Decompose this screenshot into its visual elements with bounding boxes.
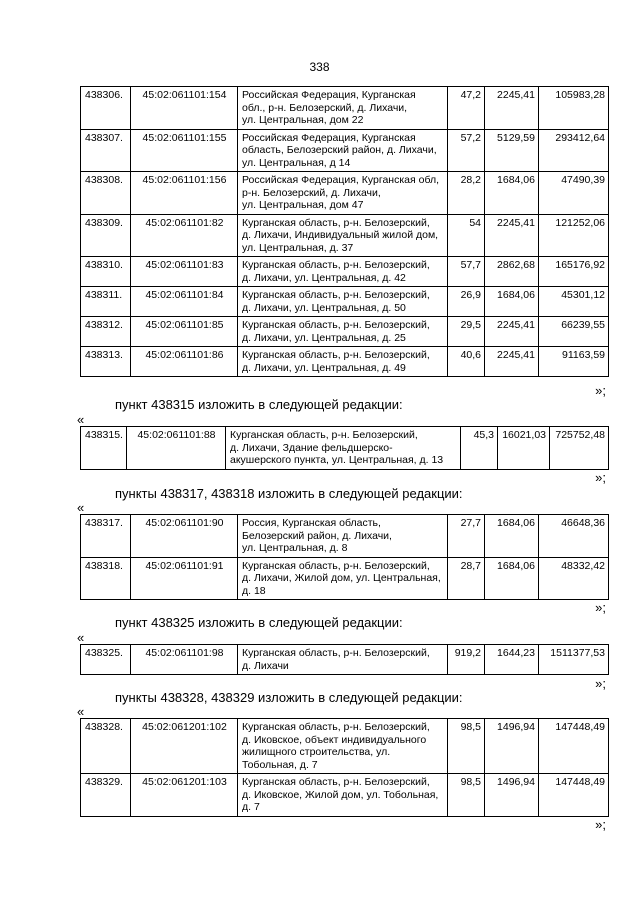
- address-line: Курганская область, р-н. Белозерский,: [242, 776, 430, 788]
- cadastral-value: 147448,49: [539, 774, 609, 817]
- address: [238, 87, 448, 130]
- table-row: [81, 317, 609, 347]
- item-number: 438317.: [81, 515, 131, 558]
- closing-quote: »;: [595, 470, 606, 485]
- address: [238, 719, 448, 774]
- area: 54: [448, 214, 485, 257]
- cadastral-number: 45:02:061101:83: [131, 257, 238, 287]
- cadastral-value: 293412,64: [539, 129, 609, 172]
- item-number: 438311.: [81, 287, 131, 317]
- address-line: область, Белозерский район, д. Лихачи,: [242, 144, 437, 156]
- area: 98,5: [448, 719, 485, 774]
- address-line: р-н. Белозерский, д. Лихачи,: [242, 186, 381, 199]
- table-row: [81, 129, 609, 172]
- address-line: ул. Центральная, дом 22: [242, 114, 364, 126]
- address-line: Курганская область, р-н. Белозерский,: [242, 559, 430, 572]
- table-row: [81, 214, 609, 257]
- table-row: [81, 774, 609, 817]
- opening-quote: «: [77, 630, 85, 645]
- address-line: д. Лихачи, ул. Центральная, д. 25: [242, 331, 406, 344]
- cadastral-number: 45:02:061101:156: [131, 172, 238, 215]
- closing-quote: »;: [595, 383, 606, 398]
- table-row: [81, 515, 609, 558]
- cadastral-value: 121252,06: [539, 214, 609, 257]
- cadastral-number: 45:02:061101:85: [131, 317, 238, 347]
- amendment-instruction: пункты 438328, 438329 изложить в следующей редакции:: [115, 690, 463, 705]
- item-number: 438313.: [81, 347, 131, 377]
- unit-price: 1496,94: [485, 719, 539, 774]
- cadastral-number: 45:02:061201:102: [131, 719, 238, 774]
- unit-price: 1684,06: [485, 557, 539, 600]
- item-number: 438312.: [81, 317, 131, 347]
- item-number: 438307.: [81, 129, 131, 172]
- cadastral-number: 45:02:061101:88: [127, 427, 226, 470]
- area: 919,2: [448, 645, 485, 675]
- address-line: Курганская область, р-н. Белозерский,: [242, 289, 430, 301]
- address-line: Российская Федерация, Курганская обл,: [242, 174, 440, 186]
- address-line: д. Лихачи, Здание фельдшерско-: [230, 441, 393, 454]
- table-row: [81, 347, 609, 377]
- address-line: Курганская область, р-н. Белозерский,: [242, 216, 430, 229]
- cadastral-number: 45:02:061101:98: [131, 645, 238, 675]
- cadastral-number: 45:02:061101:84: [131, 287, 238, 317]
- area: 98,5: [448, 774, 485, 817]
- address: [238, 214, 448, 257]
- item-number: 438308.: [81, 172, 131, 215]
- table-row: [81, 557, 609, 600]
- amendment-instruction: пункт 438315 изложить в следующей редакции:: [115, 397, 403, 412]
- address-line: ул. Центральная, д. 8: [242, 542, 348, 554]
- table-row: [81, 87, 609, 130]
- address-line: д. Лихачи, ул. Центральная, д. 42: [242, 271, 406, 284]
- address: [238, 347, 448, 377]
- cadastral-number: 45:02:061101:155: [131, 129, 238, 172]
- unit-price: 5129,59: [485, 129, 539, 172]
- table-row: [81, 427, 609, 470]
- closing-quote: »;: [595, 676, 606, 691]
- cadastral-number: 45:02:061101:154: [131, 87, 238, 130]
- cadastral-value: 725752,48: [550, 427, 609, 470]
- address-line: Белозерский район, д. Лихачи,: [242, 529, 392, 542]
- table-row: [81, 645, 609, 675]
- page-number: 338: [309, 60, 330, 74]
- item-number: 438309.: [81, 214, 131, 257]
- area: 40,6: [448, 347, 485, 377]
- cadastral-number: 45:02:061101:86: [131, 347, 238, 377]
- cadastral-number: 45:02:061101:82: [131, 214, 238, 257]
- address: [226, 427, 461, 470]
- item-number: 438329.: [81, 774, 131, 817]
- table-row: [81, 287, 609, 317]
- address-line: жилищного строительства, ул.: [242, 746, 391, 758]
- address: [238, 557, 448, 600]
- table-row: [81, 257, 609, 287]
- address-line: д. Лихачи: [242, 659, 289, 672]
- address-line: Российская Федерация, Курганская: [242, 131, 416, 144]
- address-line: обл., р-н. Белозерский, д. Лихачи,: [242, 101, 408, 114]
- cadastral-number: 45:02:061201:103: [131, 774, 238, 817]
- opening-quote: «: [77, 500, 85, 515]
- unit-price: 1496,94: [485, 774, 539, 817]
- property-table: [80, 86, 609, 377]
- area: 29,5: [448, 317, 485, 347]
- area: 26,9: [448, 287, 485, 317]
- address: [238, 172, 448, 215]
- cadastral-value: 147448,49: [539, 719, 609, 774]
- opening-quote: «: [77, 704, 85, 719]
- cadastral-value: 165176,92: [539, 257, 609, 287]
- address-line: Российская Федерация, Курганская: [242, 89, 416, 101]
- item-number: 438318.: [81, 557, 131, 600]
- area: 28,7: [448, 557, 485, 600]
- address: [238, 317, 448, 347]
- property-table: [80, 718, 609, 817]
- cadastral-value: 45301,12: [539, 287, 609, 317]
- address-line: Россия, Курганская область,: [242, 517, 381, 529]
- address-line: д. Лихачи, Индивидуальный жилой дом,: [242, 229, 439, 241]
- area: 57,7: [448, 257, 485, 287]
- address-line: Курганская область, р-н. Белозерский,: [242, 647, 430, 659]
- address-line: д. Лихачи, ул. Центральная, д. 49: [242, 361, 406, 374]
- address-line: д. Лихачи, ул. Центральная, д. 50: [242, 301, 406, 314]
- address-line: д. Иковское, Жилой дом, ул. Тобольная,: [242, 788, 439, 801]
- unit-price: 2245,41: [485, 214, 539, 257]
- address-line: д. Лихачи, Жилой дом, ул. Центральная,: [242, 572, 441, 584]
- unit-price: 2245,41: [485, 87, 539, 130]
- address-line: акушерского пункта, ул. Центральная, д. 13: [230, 454, 444, 466]
- cadastral-value: 47490,39: [539, 172, 609, 215]
- amendment-instruction: пункт 438325 изложить в следующей редакции:: [115, 615, 403, 630]
- item-number: 438315.: [81, 427, 127, 470]
- cadastral-value: 66239,55: [539, 317, 609, 347]
- amendment-instruction: пункты 438317, 438318 изложить в следующей редакции:: [115, 486, 463, 501]
- area: 47,2: [448, 87, 485, 130]
- unit-price: 1684,06: [485, 287, 539, 317]
- area: 27,7: [448, 515, 485, 558]
- unit-price: 16021,03: [498, 427, 550, 470]
- address-line: Курганская область, р-н. Белозерский,: [230, 429, 418, 441]
- address-line: Курганская область, р-н. Белозерский,: [242, 349, 430, 361]
- cadastral-value: 1511377,53: [539, 645, 609, 675]
- area: 57,2: [448, 129, 485, 172]
- closing-quote: »;: [595, 600, 606, 615]
- opening-quote: «: [77, 412, 85, 427]
- address-line: Тобольная, д. 7: [242, 758, 318, 771]
- address-line: д. 7: [242, 801, 260, 813]
- address: [238, 645, 448, 675]
- address-line: д. 18: [242, 584, 266, 597]
- address-line: Курганская область, р-н. Белозерский,: [242, 319, 430, 331]
- closing-quote: »;: [595, 817, 606, 832]
- table-row: [81, 172, 609, 215]
- unit-price: 1684,06: [485, 172, 539, 215]
- table-row: [81, 719, 609, 774]
- cadastral-value: 46648,36: [539, 515, 609, 558]
- address-line: Курганская область, р-н. Белозерский,: [242, 259, 430, 271]
- cadastral-value: 91163,59: [539, 347, 609, 377]
- item-number: 438310.: [81, 257, 131, 287]
- address: [238, 287, 448, 317]
- property-table: [80, 644, 609, 675]
- address-line: ул. Центральная, дом 47: [242, 199, 364, 211]
- address-line: ул. Центральная, д. 37: [242, 241, 354, 254]
- cadastral-number: 45:02:061101:90: [131, 515, 238, 558]
- item-number: 438306.: [81, 87, 131, 130]
- address-line: д. Иковское, объект индивидуального: [242, 733, 427, 746]
- address: [238, 257, 448, 287]
- address-line: Курганская область, р-н. Белозерский,: [242, 721, 430, 733]
- unit-price: 1684,06: [485, 515, 539, 558]
- address: [238, 515, 448, 558]
- item-number: 438328.: [81, 719, 131, 774]
- cadastral-value: 105983,28: [539, 87, 609, 130]
- unit-price: 2245,41: [485, 317, 539, 347]
- unit-price: 2245,41: [485, 347, 539, 377]
- area: 45,3: [461, 427, 498, 470]
- unit-price: 1644,23: [485, 645, 539, 675]
- property-table: [80, 514, 609, 600]
- property-table: [80, 426, 609, 470]
- address-line: ул. Центральная, д 14: [242, 156, 351, 169]
- address: [238, 129, 448, 172]
- item-number: 438325.: [81, 645, 131, 675]
- unit-price: 2862,68: [485, 257, 539, 287]
- cadastral-value: 48332,42: [539, 557, 609, 600]
- address: [238, 774, 448, 817]
- area: 28,2: [448, 172, 485, 215]
- cadastral-number: 45:02:061101:91: [131, 557, 238, 600]
